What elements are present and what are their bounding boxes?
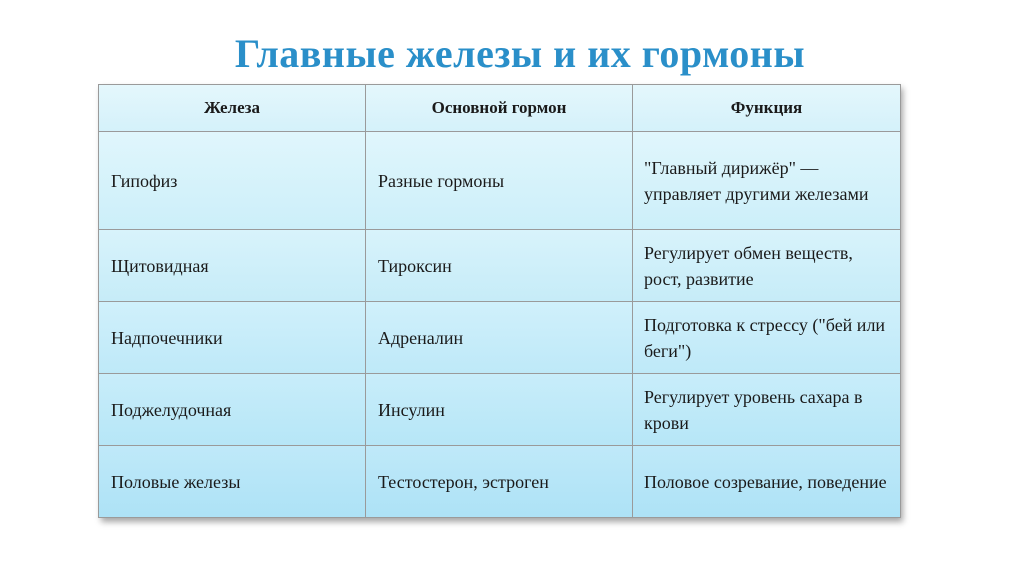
cell-hormone: Адреналин — [366, 302, 633, 374]
table-row — [99, 302, 901, 374]
header-gland: Железа — [99, 85, 366, 132]
glands-table — [98, 84, 901, 518]
cell-function: Подготовка к стрессу ("бей или беги") — [633, 302, 901, 374]
table-row — [99, 374, 901, 446]
cell-hormone: Тироксин — [366, 230, 633, 302]
cell-hormone: Разные гормоны — [366, 132, 633, 230]
table-row — [99, 132, 901, 230]
table-row — [99, 446, 901, 518]
table-header-row — [99, 85, 901, 132]
cell-gland: Половые железы — [99, 446, 366, 518]
cell-gland: Гипофиз — [99, 132, 366, 230]
header-hormone: Основной гормон — [366, 85, 633, 132]
cell-function: "Главный дирижёр" — управляет другими железами — [633, 132, 901, 230]
cell-hormone: Инсулин — [366, 374, 633, 446]
slide-title: Главные железы и их гормоны — [234, 31, 806, 76]
cell-function: Половое созревание, поведение — [633, 446, 901, 518]
header-function: Функция — [633, 85, 901, 132]
cell-hormone: Тестостерон, эстроген — [366, 446, 633, 518]
cell-gland: Щитовидная — [99, 230, 366, 302]
cell-gland: Надпочечники — [99, 302, 366, 374]
glands-table-container — [98, 84, 900, 518]
table-row — [99, 230, 901, 302]
cell-gland: Поджелудочная — [99, 374, 366, 446]
cell-function: Регулирует обмен веществ, рост, развитие — [633, 230, 901, 302]
cell-function: Регулирует уровень сахара в крови — [633, 374, 901, 446]
